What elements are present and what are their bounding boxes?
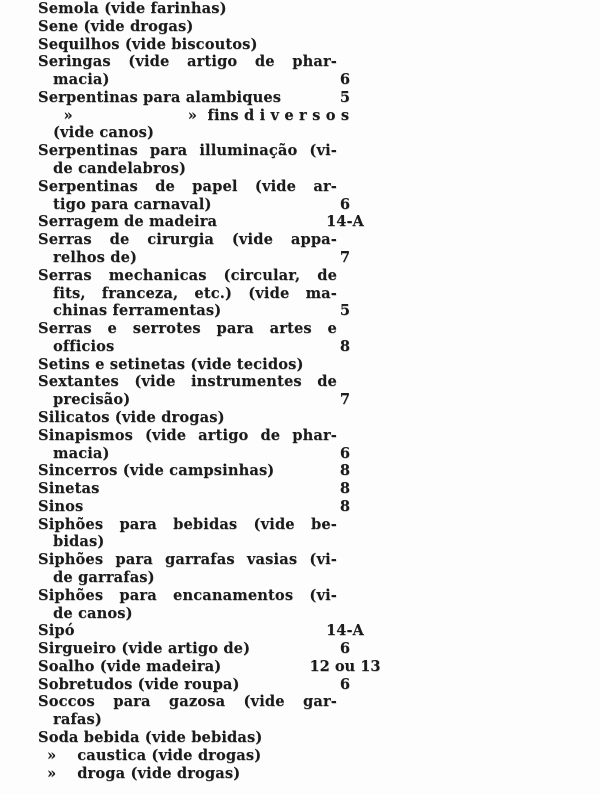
index-entry-text: Sequilhos (vide biscoutos) <box>38 35 258 53</box>
index-entry-text: bidas) <box>53 533 105 551</box>
index-entry-row <box>0 71 600 89</box>
index-entry-row <box>0 178 600 196</box>
tariff-class-number: 6 <box>339 195 351 213</box>
index-entry-row <box>0 622 600 640</box>
index-entry-text: rafas) <box>53 711 102 729</box>
index-entry-row <box>0 427 600 445</box>
index-entry-text: Seringas (vide artigo de phar- <box>38 53 337 71</box>
index-entry-text: Sinetas <box>38 480 100 498</box>
index-entry-row <box>0 498 600 516</box>
index-entry-text: Setins e setinetas (vide tecidos) <box>38 355 304 373</box>
tariff-class-number: 6 <box>339 71 351 89</box>
index-entry-text: Serras mechanicas (circular, de <box>38 266 337 284</box>
index-entry-row <box>0 729 600 747</box>
index-entry-text: macia) <box>53 444 110 462</box>
tariff-class-number: 14-A <box>326 213 364 231</box>
index-entry-row <box>0 231 600 249</box>
index-entry-text: Serras de cirurgia (vide appa- <box>38 231 337 249</box>
index-entry-text: Serpentinas para illuminação (vi- <box>38 142 337 160</box>
tariff-class-number: 5 <box>339 88 351 106</box>
index-entry-row <box>0 462 600 480</box>
index-entry-text: relhos de) <box>53 248 138 266</box>
index-entry-row <box>0 445 600 463</box>
index-entry-row <box>0 18 600 36</box>
index-entry-row <box>0 409 600 427</box>
index-entry-text: Serras e serrotes para artes e <box>38 320 337 338</box>
tariff-class-number: 12 ou 13 <box>309 657 381 675</box>
index-entry-row <box>0 551 600 569</box>
index-entry-row <box>0 765 600 783</box>
index-entry-text: » » fins d i v e r s o s <box>53 106 350 124</box>
index-entry-row <box>0 107 600 125</box>
index-entry-text: Soda bebida (vide bebidas) <box>38 729 263 747</box>
index-entry-row <box>0 36 600 54</box>
index-entry-row <box>0 160 600 178</box>
index-entry-row <box>0 640 600 658</box>
index-entry-row <box>0 89 600 107</box>
index-entry-row <box>0 676 600 694</box>
index-entry-row <box>0 516 600 534</box>
index-entry-row <box>0 124 600 142</box>
index-entry-text: Sinos <box>38 497 84 515</box>
index-entry-row <box>0 338 600 356</box>
tariff-class-number: 6 <box>339 444 351 462</box>
index-entry-row <box>0 569 600 587</box>
index-entry-row <box>0 533 600 551</box>
index-entry-row <box>0 267 600 285</box>
index-entry-row <box>0 480 600 498</box>
index-entry-text: Serpentinas de papel (vide ar- <box>38 177 337 195</box>
index-entry-row <box>0 693 600 711</box>
tariff-class-number: 8 <box>339 497 351 515</box>
index-entry-row <box>0 587 600 605</box>
index-entry-text: de garrafas) <box>53 569 155 586</box>
index-entry-text: Serragem de madeira <box>38 213 218 231</box>
index-entry-row <box>0 196 600 214</box>
tariff-class-number: 8 <box>339 337 351 355</box>
tariff-class-number: 14-A <box>326 622 364 640</box>
index-entry-row <box>0 249 600 267</box>
index-entry-text: Sobretudos (vide roupa) <box>38 675 240 693</box>
index-entry-text: Sextantes (vide instrumentes de <box>38 373 337 391</box>
index-entry-row <box>0 142 600 160</box>
index-entry-row <box>0 605 600 623</box>
index-entry-text: Sinapismos (vide artigo de phar- <box>38 426 337 444</box>
index-entry-row <box>0 0 600 18</box>
index-entry-text: Silicatos (vide drogas) <box>38 408 225 426</box>
index-entry-text: de candelabros) <box>53 160 187 178</box>
tariff-class-number: 8 <box>339 462 351 480</box>
index-entry-text: » droga (vide drogas) <box>47 764 241 782</box>
index-entry-text: Sirgueiro (vide artigo de) <box>38 640 251 658</box>
index-entry-text: Siphões para encanamentos (vi- <box>38 586 337 604</box>
index-entry-text: de canos) <box>53 604 133 622</box>
index-entry-row <box>0 285 600 303</box>
index-entry-row <box>0 373 600 391</box>
index-entry-row <box>0 747 600 765</box>
index-entry-row <box>0 213 600 231</box>
index-entry-text: (vide canos) <box>53 124 155 142</box>
index-entry-text: Siphões para garrafas vasias (vi- <box>38 551 337 569</box>
index-entry-row <box>0 302 600 320</box>
index-entry-text: precisão) <box>53 391 131 409</box>
index-entry-text: Sene (vide drogas) <box>38 17 194 35</box>
tariff-class-number: 7 <box>339 248 351 266</box>
tariff-class-number: 6 <box>339 675 351 693</box>
tariff-class-number: 7 <box>339 391 351 409</box>
index-entry-text: tigo para carnaval) <box>53 195 212 213</box>
index-entry-row <box>0 391 600 409</box>
index-entry-row <box>0 356 600 374</box>
index-entry-text: chinas ferramentas) <box>53 302 222 320</box>
tariff-class-number: 8 <box>339 480 351 498</box>
index-entry-text: officios <box>53 337 115 355</box>
tariff-class-number: 5 <box>339 302 351 320</box>
tariff-class-number: 6 <box>339 640 351 658</box>
index-entry-text: » caustica (vide drogas) <box>47 746 262 764</box>
index-entry-text: Sincerros (vide campsinhas) <box>38 462 275 480</box>
index-entry-text: Serpentinas para alambiques <box>38 88 282 106</box>
index-entry-row <box>0 320 600 338</box>
index-entry-row <box>0 711 600 729</box>
index-entry-text: Sipó <box>38 622 75 640</box>
index-entry-text: Semola (vide farinhas) <box>38 0 227 17</box>
index-entry-text: Siphões para bebidas (vide be- <box>38 515 337 533</box>
index-entry-text: Soalho (vide madeira) <box>38 657 222 675</box>
index-entry-row <box>0 53 600 71</box>
index-entry-text: fits, franceza, etc.) (vide ma- <box>53 284 337 302</box>
index-entry-row <box>0 658 600 676</box>
index-entry-text: Soccos para gazosa (vide gar- <box>38 693 337 711</box>
index-entry-text: macia) <box>53 71 110 89</box>
